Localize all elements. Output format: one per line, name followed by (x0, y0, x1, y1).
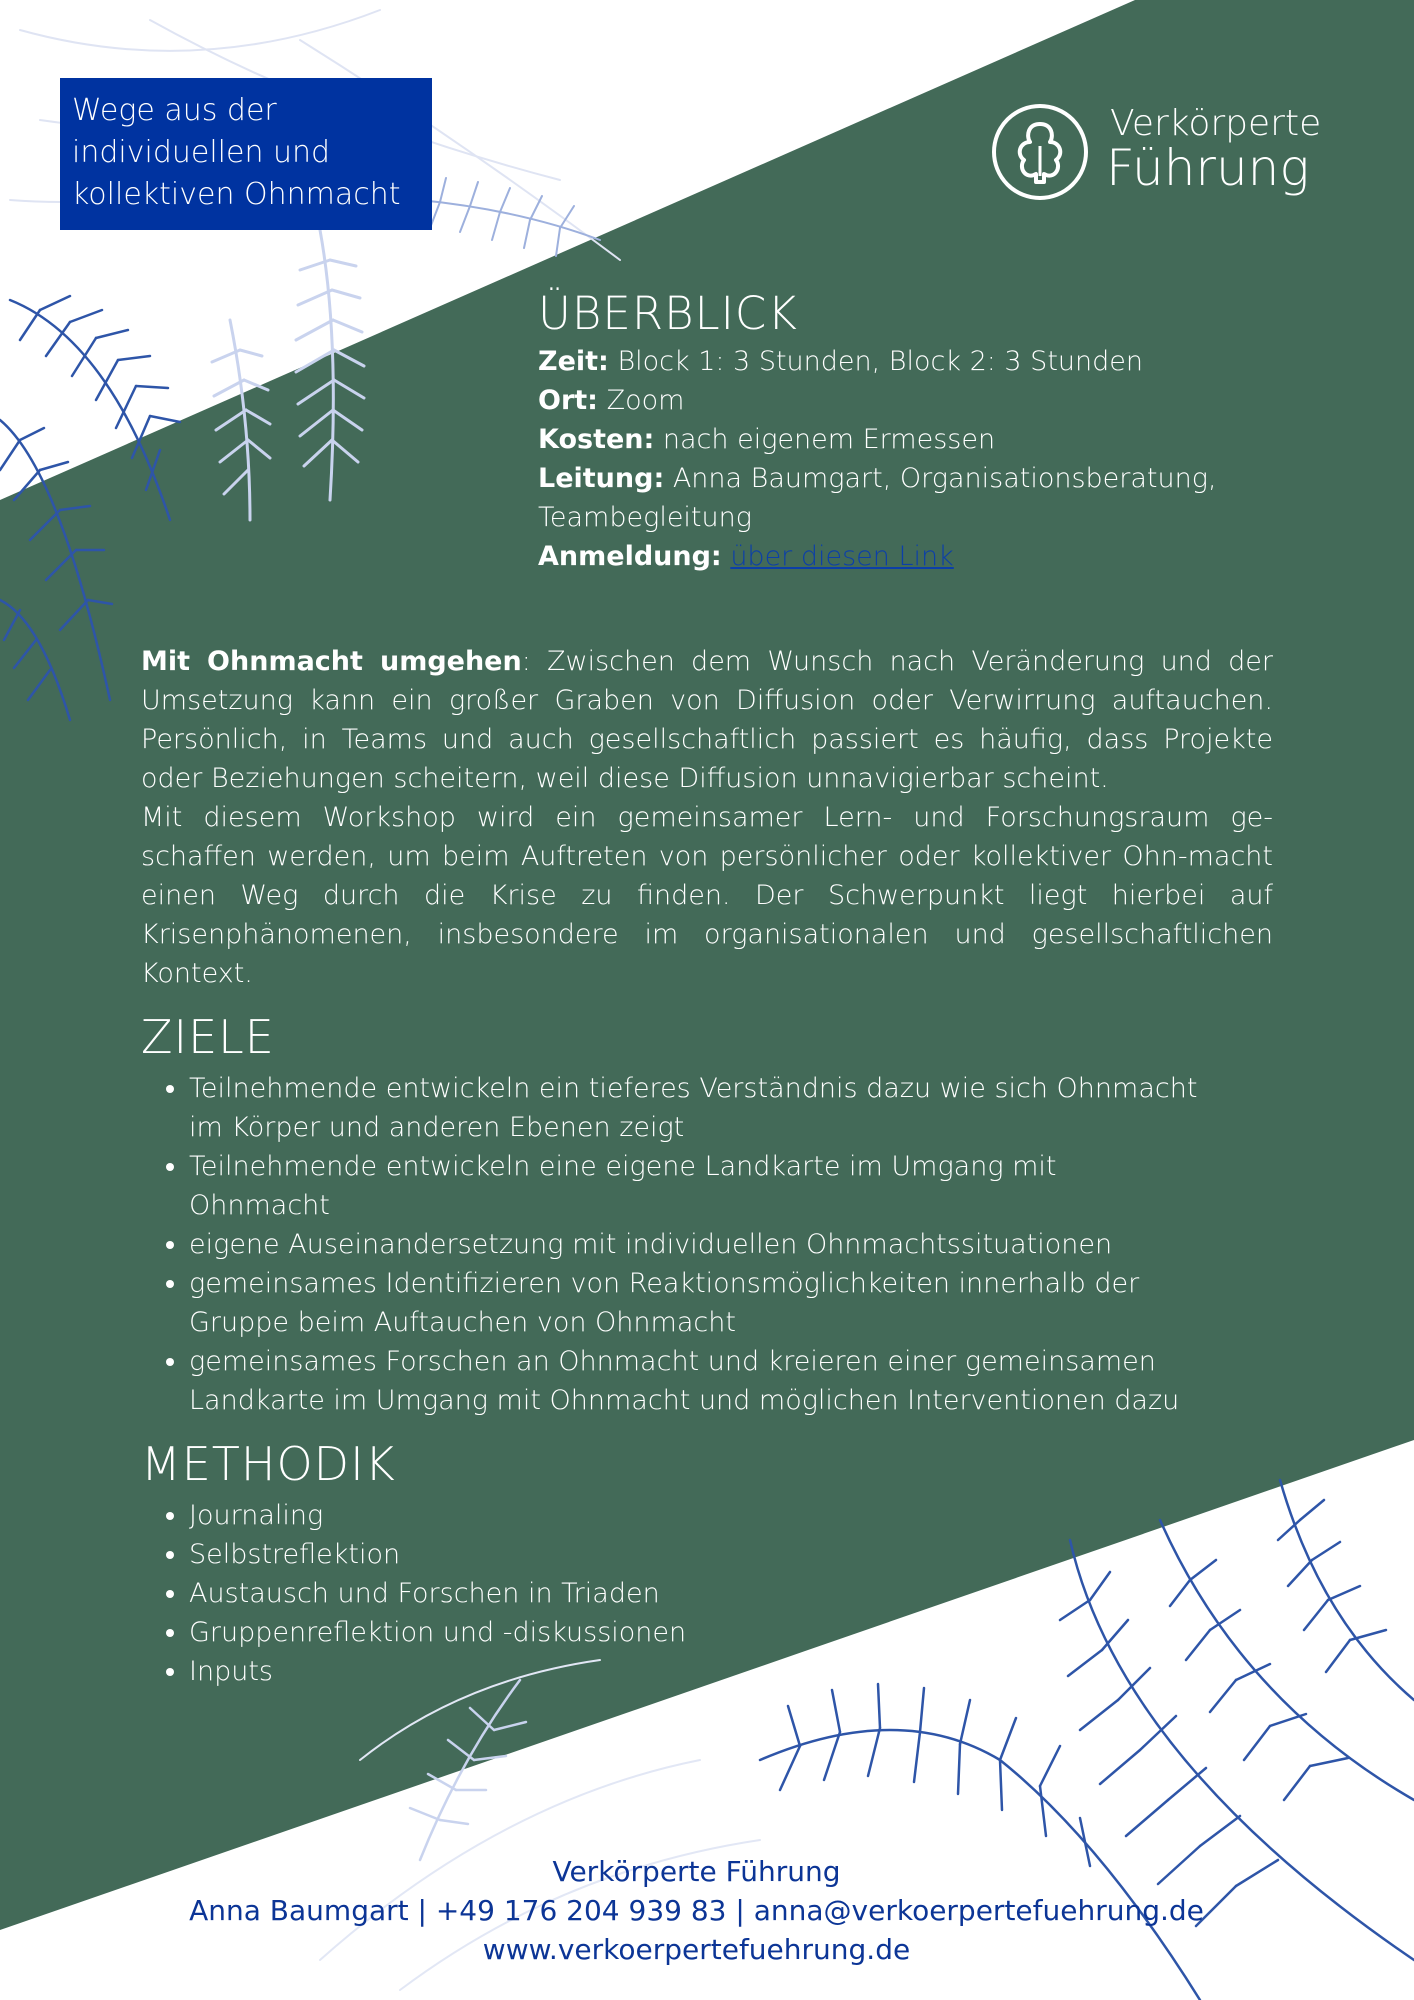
list-item-text: Gruppe beim Auftauchen von Ohnmacht (189, 1307, 736, 1338)
methodik-list (141, 1496, 1273, 1691)
title-line-3: kollektiven Ohnmacht (72, 177, 401, 212)
list-item: • Selbstreflektion (189, 1535, 1273, 1574)
list-item-text: Ohnmacht (189, 1190, 330, 1221)
methodik-heading: METHODIK (141, 1437, 396, 1491)
ort-value: Zoom (597, 385, 685, 416)
overview-kosten (538, 420, 1298, 459)
anmeldung-label: Anmeldung: (538, 541, 722, 572)
title-line-2: individuellen und (72, 135, 331, 170)
ziele-heading: ZIELE (141, 1010, 275, 1064)
footer-brand: Verkörperte Führung (552, 1855, 841, 1888)
ziele-list (141, 1069, 1273, 1420)
list-item (189, 1225, 1273, 1264)
list-item-text: Teilnehmende entwickeln ein tieferes Verständnis dazu wie sich Ohnmacht (189, 1073, 1198, 1104)
brand-logo (988, 100, 1328, 210)
list-item (189, 1342, 1273, 1420)
zeit-label: Zeit: (538, 346, 609, 377)
footer (0, 1852, 1393, 1969)
overview-leitung (538, 459, 1298, 498)
intro-bold-lead: Mit Ohnmacht umgehen (141, 646, 522, 677)
overview-section (538, 288, 1298, 576)
leitung-value: Anna Baumgart, Organisationsberatung, (664, 463, 1217, 494)
list-item-text: eigene Auseinandersetzung mit individuellen Ohnmachtssituationen (189, 1229, 1113, 1260)
list-item: • Gruppenreflektion und -diskussionen (189, 1613, 1273, 1652)
overview-heading: ÜBERBLICK (538, 287, 798, 340)
title-line-1: Wege aus der (72, 93, 277, 128)
list-item-text: Landkarte im Umgang mit Ohnmacht und möglichen Interventionen dazu (189, 1385, 1180, 1416)
title-box (60, 78, 432, 230)
intro-paragraph-2: Mit diesem Workshop wird ein gemeinsamer Lern- und Forschungsraum ge-schaffen werden, um beim Auftreten von persönlicher oder kollektiver Ohn-macht einen Weg durch die Krise zu finden. Der Schwerpunkt liegt hierbei auf Krisenphänomenen, insbesondere im organisationalen und gesellschaftlichen Kontext. (141, 802, 1273, 989)
list-item-text: im Körper und anderen Ebenen zeigt (189, 1112, 685, 1143)
list-item-text: gemeinsames Forschen an Ohnmacht und kreieren einer gemeinsamen (189, 1346, 1156, 1377)
kosten-label: Kosten: (538, 424, 655, 455)
ort-label: Ort: (538, 385, 598, 416)
main-content (141, 642, 1273, 1691)
anmeldung-link[interactable]: über diesen Link (730, 541, 954, 572)
zeit-value: Block 1: 3 Stunden, Block 2: 3 Stunden (608, 346, 1143, 377)
logo-emblem-icon (990, 102, 1090, 202)
list-item (189, 1147, 1273, 1225)
logo-text-line-2: Führung (1106, 139, 1310, 197)
logo-text-line-1: Verkörperte (1110, 103, 1322, 144)
overview-anmeldung (538, 537, 1298, 576)
footer-website[interactable]: www.verkoerpertefuehrung.de (482, 1933, 911, 1966)
list-item: • Journaling (189, 1496, 1273, 1535)
kosten-value: nach eigenem Ermessen (654, 424, 996, 455)
list-item (189, 1264, 1273, 1342)
overview-zeit (538, 342, 1298, 381)
intro-paragraph (141, 642, 1273, 798)
list-item-text: gemeinsames Identifizieren von Reaktionsmöglichkeiten innerhalb der (189, 1268, 1140, 1299)
list-item-text: Teilnehmende entwickeln eine eigene Landkarte im Umgang mit (189, 1151, 1057, 1182)
overview-leitung-cont: Teambegleitung (538, 502, 752, 533)
intro-text-1: : Zwischen dem Wunsch nach Veränderung und der Umsetzung kann ein großer Graben von Diffusion oder Verwirrung auftauchen. Persönlich, in Teams und auch gesellschaftlich passiert es häufig, dass Projekte oder Beziehungen scheitern, weil diese Diffusion unnavigierbar scheint. (141, 646, 1273, 794)
list-item: • Inputs (189, 1652, 1273, 1691)
overview-ort (538, 381, 1298, 420)
footer-contact: Anna Baumgart | +49 176 204 939 83 | anna@verkoerpertefuehrung.de (189, 1894, 1204, 1927)
leitung-label: Leitung: (538, 463, 665, 494)
list-item: • Austausch und Forschen in Triaden (189, 1574, 1273, 1613)
list-item (189, 1069, 1273, 1147)
